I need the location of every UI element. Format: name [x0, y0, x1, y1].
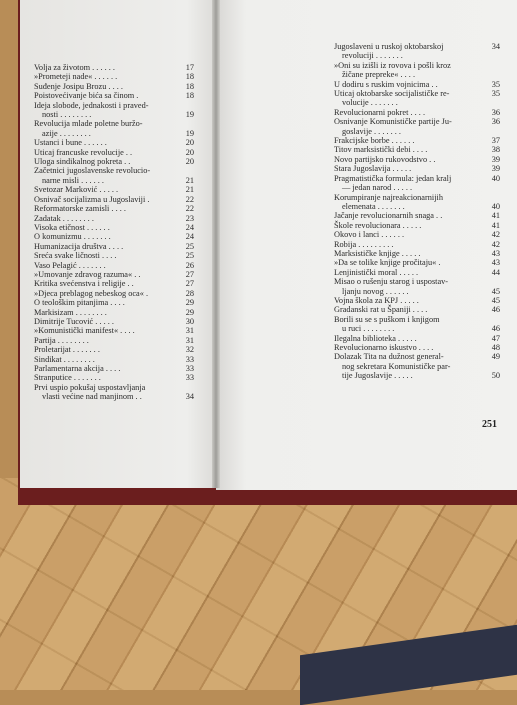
toc-entry-title: Markisizam . . . . . . . . — [34, 307, 107, 317]
toc-entry-page: 34 — [185, 392, 194, 402]
toc-entry-page: 32 — [185, 345, 194, 355]
toc-entry — [334, 277, 500, 296]
toc-entry-title: narne misli . . . . . . — [42, 175, 104, 185]
toc-entry-page: 42 — [491, 230, 500, 240]
toc-entry — [34, 72, 194, 81]
toc-entry-page: 43 — [491, 248, 500, 258]
toc-entry-page: 37 — [491, 136, 500, 146]
toc-entry-title: Korumpiranje najreakcionarnijih — [334, 192, 443, 202]
toc-entry-title: Borili su se s puškom i knjigom — [334, 314, 440, 324]
toc-entry — [334, 89, 500, 108]
toc-entry-page: 24 — [185, 232, 194, 242]
toc-entry — [34, 242, 194, 251]
toc-entry — [334, 315, 500, 334]
toc-entry-title: Osnivač socijalizma u Jugoslaviji . — [34, 194, 150, 204]
toc-entry-title: Revolucionarno iskustvo . . . . — [334, 343, 434, 352]
toc-entry — [334, 268, 500, 277]
toc-entry-page: 28 — [185, 288, 194, 298]
toc-entry — [334, 136, 500, 145]
toc-entry-title: Novo partijsko rukovodstvo . . — [334, 154, 436, 164]
toc-entry-title: Sreća svake ličnosti . . . . — [34, 251, 117, 261]
toc-entry — [334, 240, 500, 249]
toc-entry-title: »Djeca preblagog nebeskog oca« . — [34, 288, 149, 298]
toc-entry-page: 20 — [185, 138, 194, 148]
toc-entry-page: 33 — [185, 373, 194, 383]
toc-entry-title: Uticaj oktobarske socijalističke re- — [334, 89, 450, 99]
toc-entry-title: Frakcijske borbe . . . . . . — [334, 136, 415, 146]
toc-entry-title: — jedan narod . . . . . — [342, 183, 413, 193]
toc-entry-title: Titov marksistički debi . . . . — [334, 145, 428, 155]
toc-entry-title: Svetozar Marković . . . . . — [34, 185, 119, 195]
toc-entry-page: 40 — [491, 201, 500, 211]
toc-entry-title: »Oni su izišli iz rovova i pošli kroz — [334, 60, 451, 70]
toc-entry-title: Stara Jugoslavija . . . . . — [334, 164, 412, 174]
toc-entry-page: 18 — [185, 91, 194, 101]
toc-entry — [34, 364, 194, 373]
toc-entry — [34, 204, 194, 213]
toc-entry-title: Marksističke knjige . . . . . — [334, 248, 421, 258]
toc-entry-title: revoluciji . . . . . . . — [342, 51, 403, 61]
toc-entry-title: Okovo i lanci . . . . . . — [334, 230, 405, 240]
toc-entry — [334, 211, 500, 220]
toc-entry-page: 45 — [491, 286, 500, 296]
toc-entry-page: 31 — [185, 335, 194, 345]
toc-entry-title: Reformatorske zamisli . . . . — [34, 204, 126, 214]
toc-entry-page: 27 — [185, 279, 194, 289]
toc-entry-title: Revolucija mlade poletne buržo- — [34, 119, 143, 129]
toc-entry — [34, 166, 194, 185]
toc-entry-title: Gradanski rat u Španiji . . . . — [334, 305, 428, 315]
toc-entry-title: Prvi uspio pokušaj uspostavljanja — [34, 382, 146, 392]
toc-entry-title: Sindikat . . . . . . . . — [34, 354, 95, 364]
toc-entry — [334, 80, 500, 89]
toc-entry-page: 48 — [491, 343, 500, 352]
toc-entry-title: Jugoslaveni u ruskoj oktobarskoj — [334, 42, 444, 51]
toc-entry-page: 20 — [185, 147, 194, 157]
toc-entry-title: Uloga sindikalnog pokreta . . — [34, 157, 131, 167]
toc-entry-title: Škole revolucionara . . . . . — [334, 220, 422, 230]
toc-entry — [334, 61, 500, 80]
toc-entry — [34, 261, 194, 270]
toc-entry-page: 41 — [491, 220, 500, 230]
toc-entry-title: nog sekretara Komunističke par- — [342, 361, 451, 371]
toc-entry — [34, 279, 194, 288]
toc-entry — [334, 305, 500, 314]
toc-entry-page: 33 — [185, 354, 194, 364]
toc-entry-title: elemenata . . . . . . . — [342, 201, 405, 211]
toc-entry-title: goslavije . . . . . . . — [342, 126, 401, 136]
toc-entry — [334, 352, 500, 380]
toc-entry-title: u ruci . . . . . . . . — [342, 324, 395, 334]
toc-entry-title: Začetnici jugoslavenske revolucio- — [34, 166, 151, 176]
toc-entry-page: 36 — [491, 107, 500, 117]
toc-entry — [34, 317, 194, 326]
toc-entry-page: 30 — [185, 316, 194, 326]
toc-entry-title: Robija . . . . . . . . . — [334, 239, 394, 249]
book-gutter — [212, 0, 220, 488]
toc-entry-page: 46 — [491, 305, 500, 315]
toc-entry-page: 35 — [491, 89, 500, 99]
toc-entry — [334, 145, 500, 154]
toc-entry — [34, 232, 194, 241]
toc-entry-page: 46 — [491, 324, 500, 334]
toc-entry-page: 45 — [491, 295, 500, 305]
toc-entry-title: Ustanci i bune . . . . . . — [34, 138, 107, 148]
toc-entry-title: Poistovećivanje bića sa činom . — [34, 91, 139, 101]
toc-entry — [334, 193, 500, 212]
toc-entry-title: Proletarijat . . . . . . . — [34, 345, 100, 355]
toc-entry-page: 36 — [491, 117, 500, 127]
toc-entry-page: 35 — [491, 79, 500, 89]
toc-entry — [334, 117, 500, 136]
toc-entry-title: Jačanje revolucionarnih snaga . . — [334, 211, 443, 221]
toc-entry-title: Parlamentarna akcija . . . . — [34, 364, 121, 373]
toc-entry-page: 50 — [491, 371, 500, 381]
toc-entry-title: volucije . . . . . . . — [342, 98, 398, 108]
toc-entry — [34, 289, 194, 298]
toc-entry-page: 39 — [491, 164, 500, 174]
toc-entry-title: Misao o rušenju starog i uspostav- — [334, 277, 449, 287]
toc-entry-page: 19 — [185, 128, 194, 138]
toc-entry — [34, 355, 194, 364]
toc-entry — [34, 148, 194, 157]
toc-entry — [334, 155, 500, 164]
toc-left-column — [34, 63, 194, 402]
toc-entry-title: Ideja slobode, jednakosti i praved- — [34, 100, 149, 110]
toc-entry — [334, 221, 500, 230]
toc-entry-page: 39 — [491, 154, 500, 164]
toc-entry-title: nosti . . . . . . . . — [42, 110, 92, 120]
toc-entry — [334, 249, 500, 258]
toc-entry-title: Suđenje Josipu Brozu . . . . — [34, 81, 123, 91]
toc-entry-page: 43 — [491, 258, 500, 268]
toc-entry-page: 21 — [185, 175, 194, 185]
toc-entry-title: »Da se tolike knjige pročitaju« . — [334, 258, 441, 268]
toc-entry-page: 40 — [491, 173, 500, 183]
toc-entry — [334, 174, 500, 193]
toc-entry-page: 17 — [185, 63, 194, 72]
toc-entry — [34, 270, 194, 279]
toc-entry — [34, 82, 194, 91]
toc-entry-title: U dodiru s ruskim vojnicima . . — [334, 79, 438, 89]
toc-entry-page: 47 — [491, 333, 500, 343]
toc-entry-title: »Komunistički manifest« . . . . — [34, 326, 135, 336]
page-number: 251 — [482, 419, 497, 430]
toc-entry — [34, 298, 194, 307]
toc-entry-page: 27 — [185, 269, 194, 279]
toc-entry — [34, 214, 194, 223]
toc-entry — [34, 251, 194, 260]
toc-entry-title: »Prometeji nade« . . . . . . — [34, 72, 118, 82]
toc-entry-page: 34 — [491, 42, 500, 51]
toc-entry — [34, 195, 194, 204]
toc-entry — [334, 296, 500, 305]
toc-entry — [34, 308, 194, 317]
toc-entry — [34, 345, 194, 354]
toc-entry — [34, 138, 194, 147]
toc-entry-title: Dimitrije Tucović . . . . . — [34, 316, 114, 326]
toc-entry-title: Dolazak Tita na dužnost general- — [334, 352, 444, 362]
toc-entry — [34, 336, 194, 345]
toc-entry — [334, 108, 500, 117]
toc-entry-title: Partija . . . . . . . . — [34, 335, 89, 345]
toc-entry-title: Zadatak . . . . . . . . — [34, 213, 94, 223]
toc-entry-title: Lenjinistički moral . . . . . — [334, 267, 419, 277]
toc-entry-page: 41 — [491, 211, 500, 221]
toc-entry-page: 33 — [185, 364, 194, 373]
toc-entry — [334, 258, 500, 267]
toc-entry-title: Osnivanje Komunističke partije Ju- — [334, 117, 452, 127]
toc-entry-page: 38 — [491, 145, 500, 155]
toc-entry — [34, 223, 194, 232]
toc-entry-title: Humanizacija društva . . . . — [34, 241, 124, 251]
toc-right-column — [334, 42, 500, 381]
toc-entry-page: 18 — [185, 81, 194, 91]
toc-entry-title: O komunizmu . . . . . . . — [34, 232, 111, 242]
toc-entry-page: 44 — [491, 267, 500, 277]
toc-entry — [34, 326, 194, 335]
toc-entry-page: 26 — [185, 260, 194, 270]
toc-entry — [34, 63, 194, 72]
toc-entry-page: 19 — [185, 110, 194, 120]
toc-entry — [34, 91, 194, 100]
toc-entry — [334, 343, 500, 352]
toc-entry-title: Pragmatistička formula: jedan kralj — [334, 173, 452, 183]
toc-entry-page: 42 — [491, 239, 500, 249]
toc-entry-page: 29 — [185, 298, 194, 308]
toc-entry-title: vlasti većine nad manjinom . . — [42, 392, 142, 402]
toc-entry — [34, 119, 194, 138]
toc-entry — [34, 383, 194, 402]
toc-entry-page: 49 — [491, 352, 500, 362]
toc-entry-page: 31 — [185, 326, 194, 336]
toc-entry-title: Vojna škola za KPJ . . . . . — [334, 295, 419, 305]
toc-entry-title: tije Jugoslavije . . . . . — [342, 371, 413, 381]
toc-entry — [34, 101, 194, 120]
toc-entry — [34, 373, 194, 382]
toc-entry-title: ljanju novog . . . . . . — [342, 286, 409, 296]
toc-entry-title: Vaso Pelagić . . . . . . . — [34, 260, 106, 270]
toc-entry-page: 24 — [185, 222, 194, 232]
toc-entry-page: 22 — [185, 194, 194, 204]
toc-entry — [334, 230, 500, 239]
toc-entry-page: 21 — [185, 185, 194, 195]
toc-entry — [334, 334, 500, 343]
toc-entry-title: Visoka etičnost . . . . . . — [34, 222, 110, 232]
toc-entry — [34, 157, 194, 166]
toc-entry-title: Volja za životom . . . . . . — [34, 63, 115, 72]
toc-entry-title: Uticaj francuske revolucije . . — [34, 147, 133, 157]
toc-entry-page: 22 — [185, 204, 194, 214]
toc-entry-title: Ilegalna biblioteka . . . . . — [334, 333, 417, 343]
toc-entry-page: 23 — [185, 213, 194, 223]
toc-entry-title: Stranputice . . . . . . . — [34, 373, 101, 383]
toc-entry-page: 25 — [185, 251, 194, 261]
toc-entry-page: 18 — [185, 72, 194, 82]
toc-entry-title: O teološkim pitanjima . . . . — [34, 298, 125, 308]
toc-entry-title: azije . . . . . . . . — [42, 128, 91, 138]
toc-entry-title: žičane prepreke« . . . . — [342, 70, 416, 80]
toc-entry — [334, 42, 500, 61]
toc-entry-title: »Umovanje zdravog razuma« . . — [34, 269, 141, 279]
toc-entry — [34, 185, 194, 194]
toc-entry-title: Revolucionarni pokret . . . . — [334, 107, 426, 117]
toc-entry-page: 29 — [185, 307, 194, 317]
toc-entry-page: 20 — [185, 157, 194, 167]
toc-entry-page: 25 — [185, 241, 194, 251]
toc-entry — [334, 164, 500, 173]
toc-entry-title: Kritika svećenstva i religije . . — [34, 279, 134, 289]
